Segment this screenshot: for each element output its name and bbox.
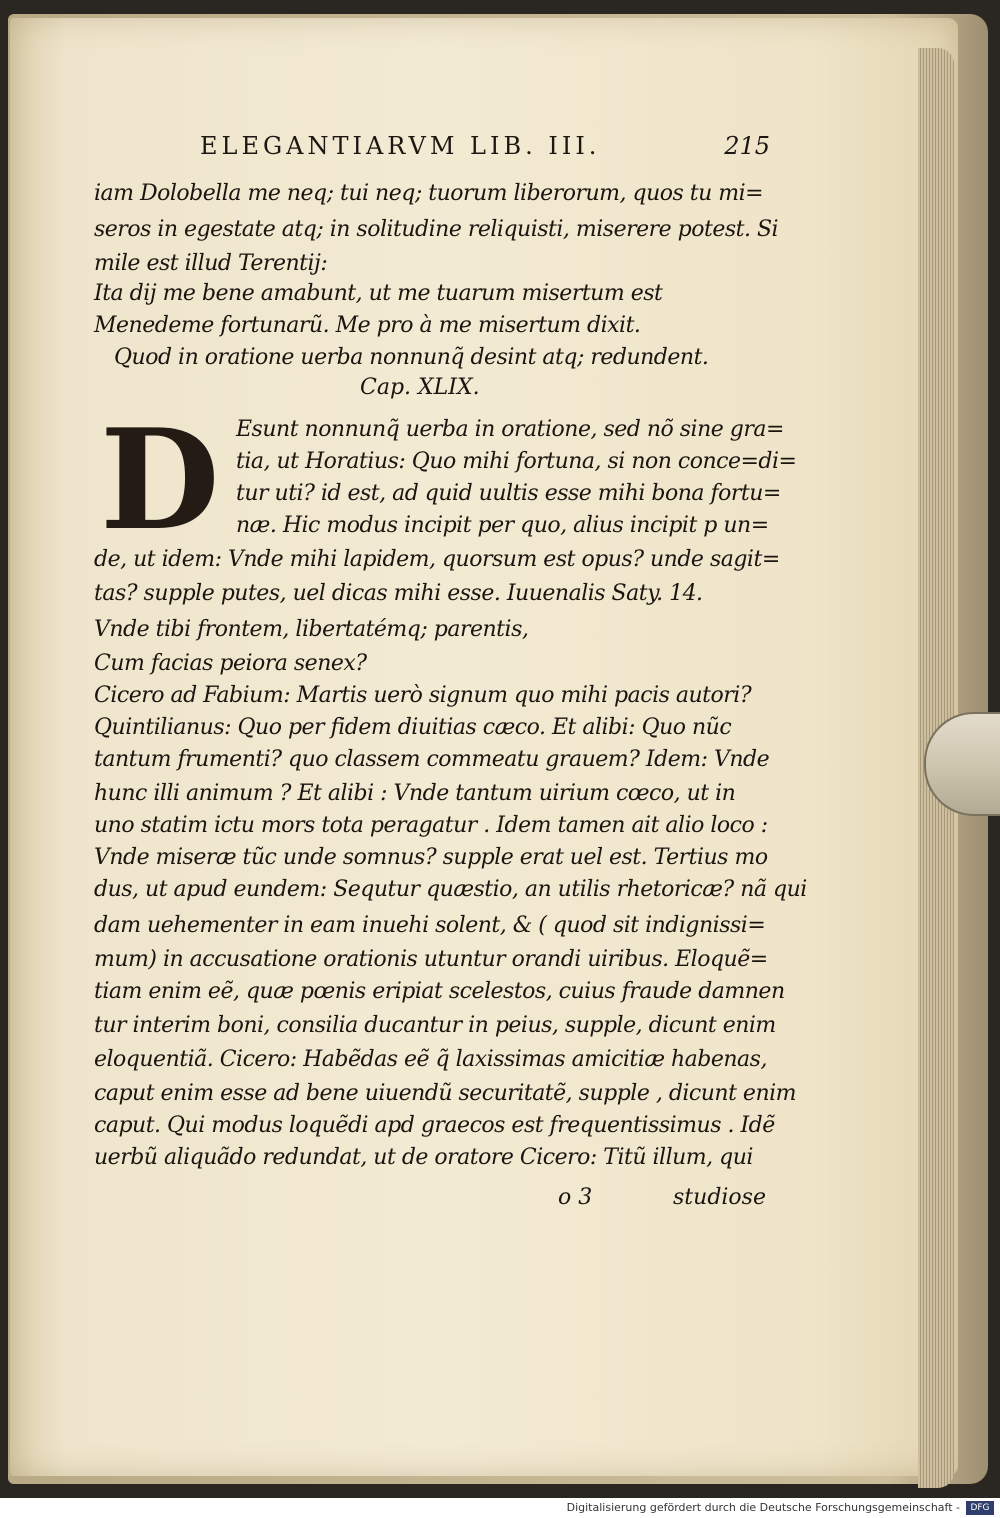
text-line: tiam enim eẽ, quæ pœnis eripiat scelestos, cuius fraude damnen <box>94 979 785 1004</box>
catchword: studiose <box>673 1185 766 1210</box>
text-line: caput enim esse ad bene uiuendũ securitatẽ, supple , dicunt enim <box>94 1081 797 1106</box>
text-line: tantum frumenti? quo classem commeatu grauem? Idem: Vnde <box>94 747 770 772</box>
text-line: seros in egestate atq; in solitudine reliquisti, miserere potest. Si <box>94 217 779 242</box>
text-line: tur uti? id est, ad quid uultis esse mihi bona fortu= <box>236 481 781 506</box>
text-line: mile est illud Terentij: <box>94 251 328 276</box>
text-line: Menedeme fortunarũ. Me pro à me misertum dixit. <box>94 313 641 338</box>
page-header <box>200 132 770 166</box>
folio-number: 215 <box>724 132 770 160</box>
text-line: uerbũ aliquãdo redundat, ut de oratore Cicero: Titũ illum, qui <box>94 1145 753 1170</box>
text-line: de, ut idem: Vnde mihi lapidem, quorsum est opus? unde sagit= <box>94 547 780 572</box>
text-line: Vnde miseræ tũc unde somnus? supple erat uel est. Tertius mo <box>94 845 768 870</box>
text-line: iam Dolobella me neq; tui neq; tuorum liberorum, quos tu mi= <box>94 181 764 206</box>
text-line: caput. Qui modus loquẽdi apd graecos est frequentissimus . Idẽ <box>94 1113 775 1138</box>
text-line: eloquentiã. Cicero: Habẽdas eẽ q̃ laxissimas amicitiæ habenas, <box>94 1047 767 1072</box>
text-line: Ita dij me bene amabunt, ut me tuarum misertum est <box>94 281 663 306</box>
text-line: næ. Hic modus incipit per quo, alius incipit p un= <box>236 513 769 538</box>
text-line: Vnde tibi frontem, libertatémq; parentis, <box>94 617 529 642</box>
text-line: tia, ut Horatius: Quo mihi fortuna, si non conce=di= <box>236 449 797 474</box>
text-line: tur interim boni, consilia ducantur in peius, supple, dicunt enim <box>94 1013 776 1038</box>
text-line: tas? supple putes, uel dicas mihi esse. Iuuenalis Saty. 14. <box>94 581 703 606</box>
text-line: Cum facias peiora senex? <box>94 651 367 676</box>
funding-credit: Digitalisierung gefördert durch die Deutsche Forschungsgemeinschaft - <box>566 1501 960 1514</box>
text-line: Quintilianus: Quo per fidem diuitias cæco. Et alibi: Quo nũc <box>94 715 732 740</box>
drop-cap-initial: D <box>100 398 220 561</box>
text-line: Cicero ad Fabium: Martis uerò signum quo mihi pacis autori? <box>94 683 752 708</box>
text-line: mum) in accusatione orationis utuntur orandi uiribus. Eloquẽ= <box>94 947 768 972</box>
chapter-heading: Cap. XLIX. <box>360 375 480 400</box>
digitization-footer <box>0 1498 1000 1518</box>
text-line: hunc illi animum ? Et alibi : Vnde tantum uirium cœco, ut in <box>94 781 736 806</box>
section-heading: Quod in oratione uerba nonnunq̃ desint atq; redundent. <box>114 345 709 370</box>
signature-line <box>558 1180 774 1216</box>
signature-mark: o 3 <box>558 1185 593 1210</box>
text-line: Esunt nonnunq̃ uerba in oratione, sed nõ sine gra= <box>236 417 784 442</box>
text-line: dus, ut apud eundem: Sequtur quæstio, an utilis rhetoricæ? nã qui <box>94 877 807 902</box>
text-line: uno statim ictu mors tota peragatur . Idem tamen ait alio loco : <box>94 813 768 838</box>
dfg-logo: DFG <box>966 1501 994 1515</box>
running-head: ELEGANTIARVM LIB. III. <box>200 132 601 160</box>
text-line: dam uehementer in eam inuehi solent, & ( quod sit indignissi= <box>94 913 766 938</box>
